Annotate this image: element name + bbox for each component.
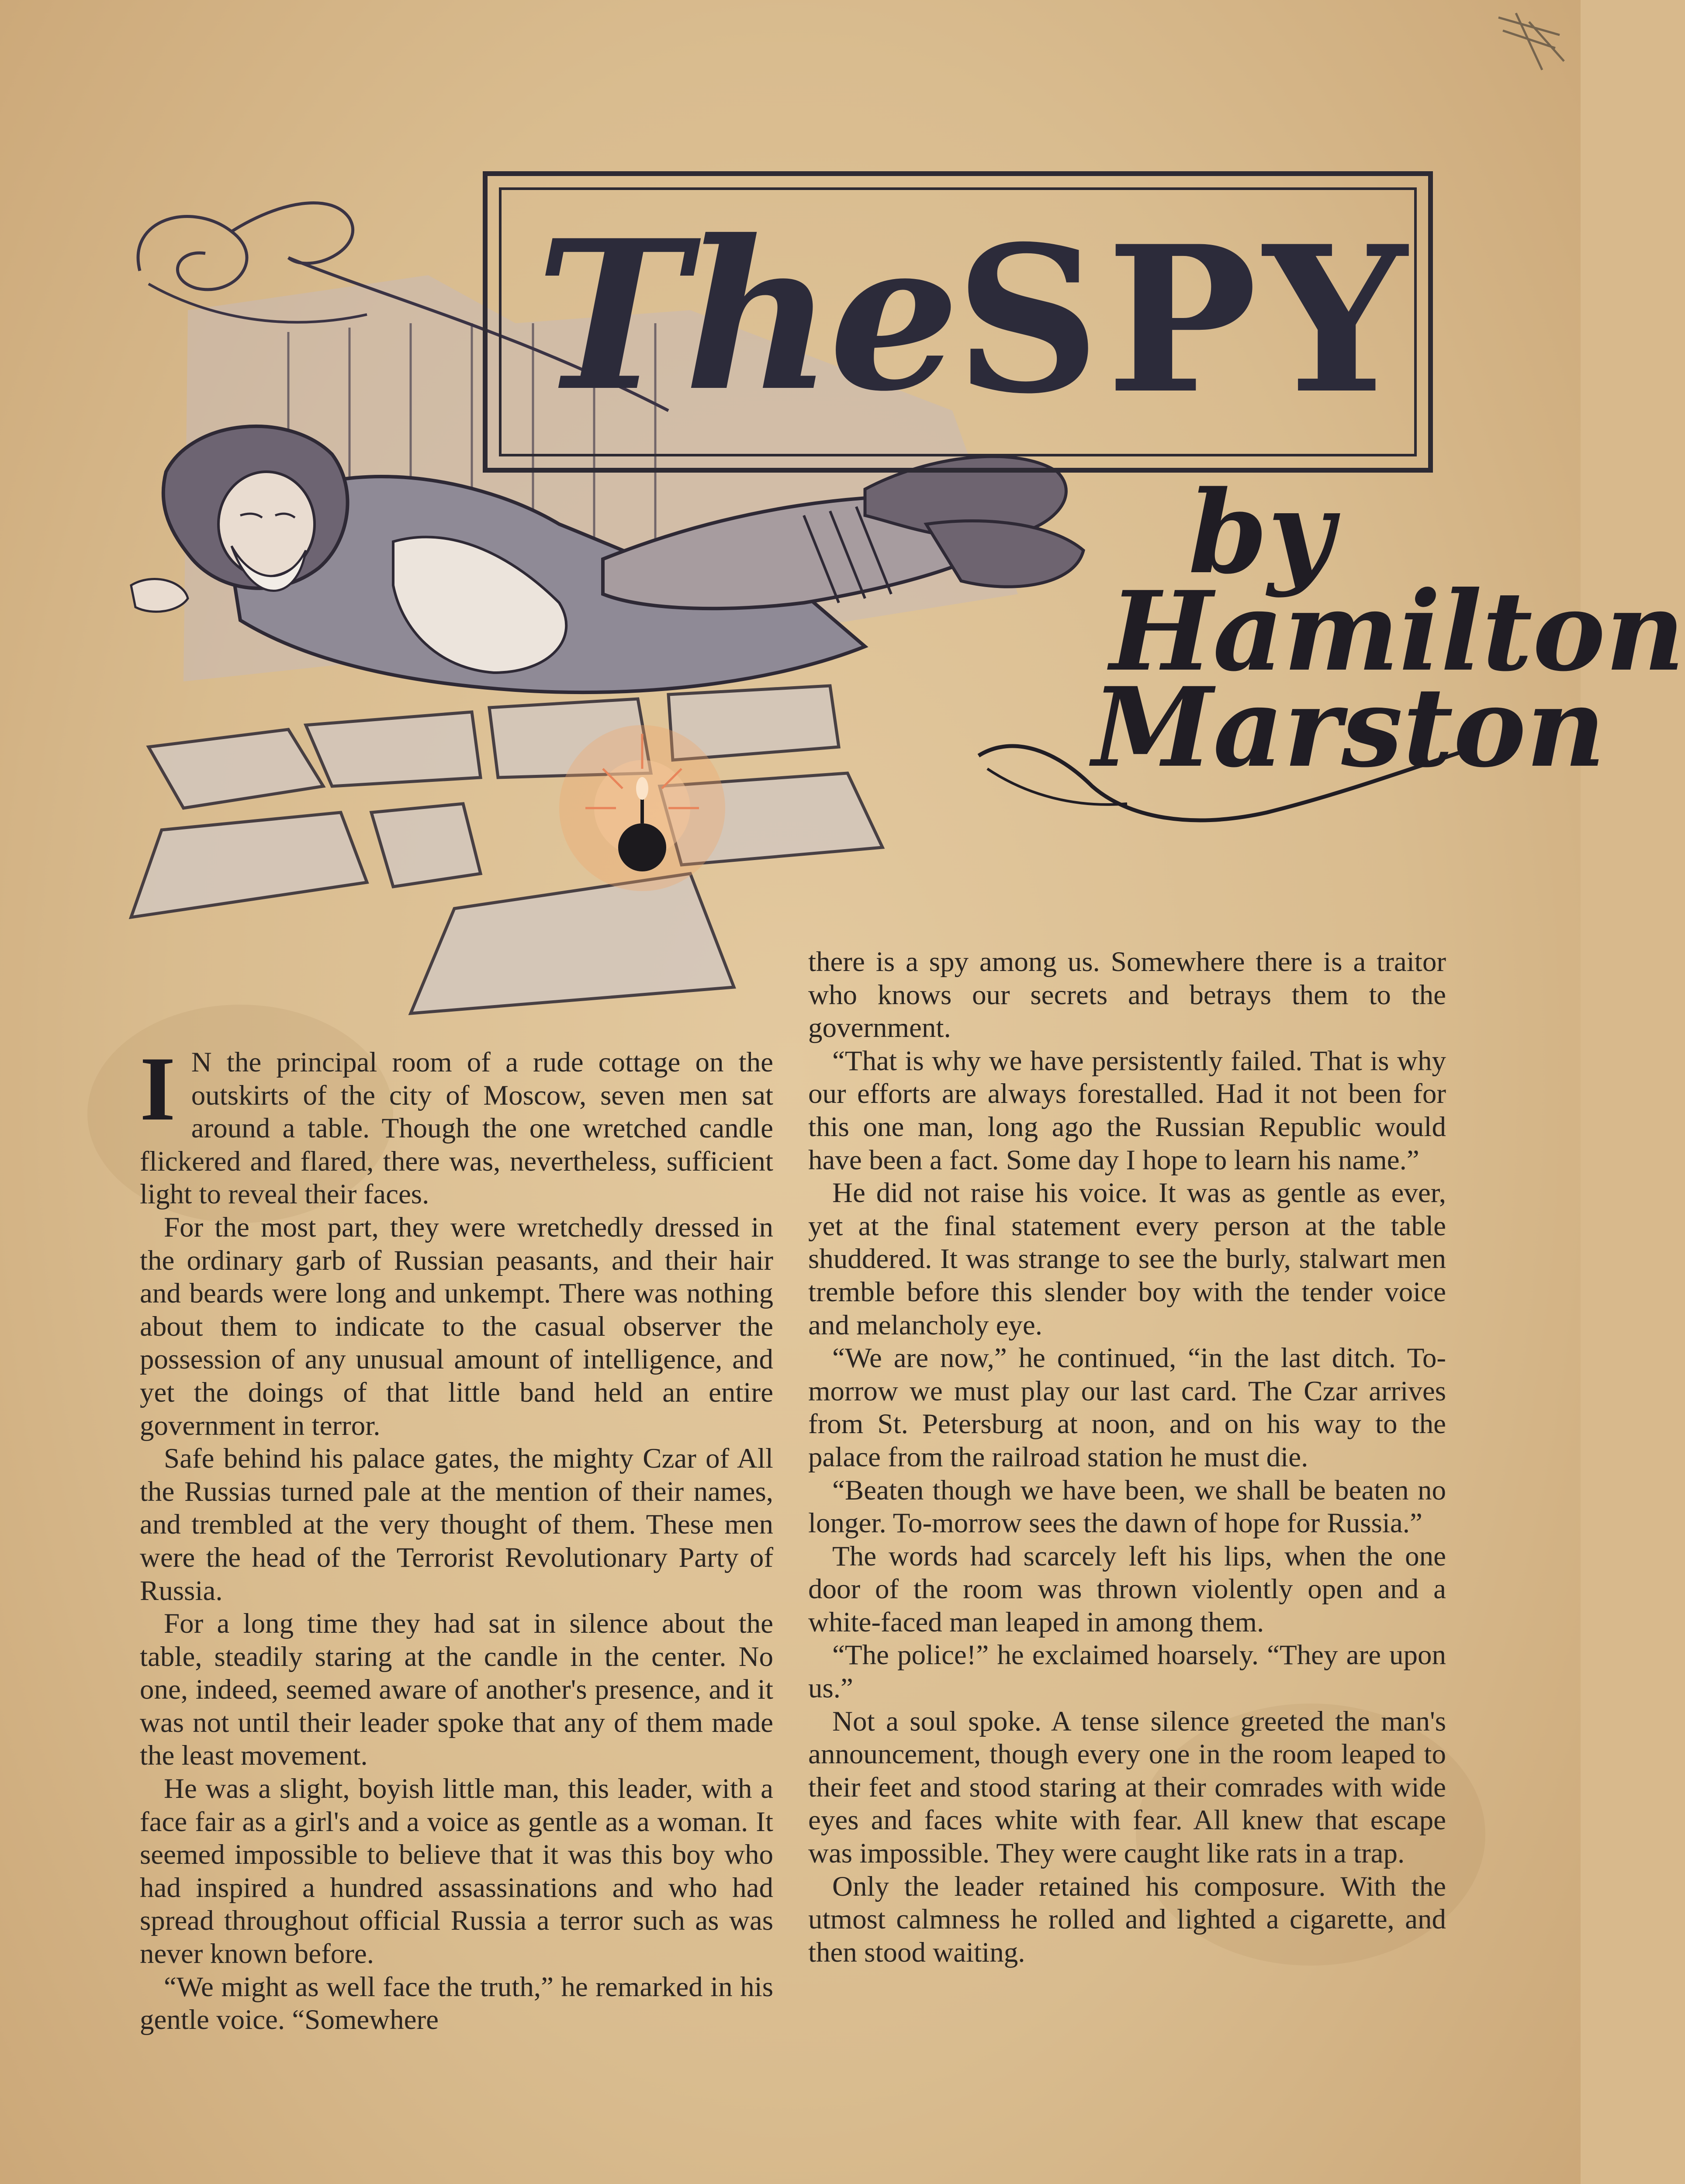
story-paragraph: I N the principal room of a rude cottage on the outskirts of the city of Moscow, seven men sat around a table. Though the one wretched candle flickered and flared, there was, nevertheless, sufficient light to reveal their faces. xyxy=(140,1038,773,1210)
story-paragraph: The words had scarcely left his lips, when the one door of the room was thrown violently open and a white-faced man leaped in among them. xyxy=(808,1540,1446,1638)
corner-ink-mark xyxy=(1490,9,1568,74)
title-script: The xyxy=(536,195,955,436)
story-column-right xyxy=(808,946,1446,1969)
story-paragraph: For the most part, they were wretchedly dressed in the ordinary garb of Russian peasants, and their hair and beards were long and unkempt. There was nothing about them to indicate to the casual observer the possession of any unusual amount of intelligence, and yet the doings of that little band held an entire government in terror. xyxy=(140,1211,773,1441)
story-paragraph: there is a spy among us. Somewhere there is a traitor who knows our secrets and betrays them to the government. xyxy=(808,946,1446,1044)
story-paragraph: Only the leader retained his composure. With the utmost calmness he rolled and lighted a cigarette, and then stood waiting. xyxy=(808,1870,1446,1968)
title-box xyxy=(483,171,1433,473)
story-paragraph: “We are now,” he continued, “in the last ditch. To-morrow we must play our last card. The Czar arrives from St. Petersburg at noon, and on his way to the palace from the railroad station he must die. xyxy=(808,1342,1446,1473)
title-caps: SPY xyxy=(955,202,1413,438)
story-paragraph: He did not raise his voice. It was as gentle as ever, yet at the final statement every person at the table shuddered. It was strange to see the burly, stalwart men tremble before this slender boy with the tender voice and melancholy eye. xyxy=(808,1177,1446,1341)
byline-by: by xyxy=(1188,466,1334,599)
story-paragraph: “That is why we have persistently failed. That is why our efforts are always forestalled. Had it not been for this one man, long ago the Russian Republic would have been a fact. Some day I hope to learn his name.” xyxy=(808,1045,1446,1176)
byline-author-last: Marston xyxy=(1092,663,1606,791)
byline-author-first: Hamilton xyxy=(1110,567,1685,695)
story-paragraph: “We might as well face the truth,” he remarked in his gentle voice. “Somewhere xyxy=(140,1971,773,2036)
story-paragraph: Safe behind his palace gates, the mighty Czar of All the Russias turned pale at the mention of their names, and trembled at the very thought of them. These men were the head of the Terrorist Revolutionary Party of Russia. xyxy=(140,1443,773,1607)
byline-flourish xyxy=(961,699,1485,830)
story-paragraph: For a long time they had sat in silence about the table, steadily staring at the candle in the center. No one, indeed, seemed aware of another's presence, and it was not until their leader spoke that any of them made the least movement. xyxy=(140,1608,773,1772)
story-column-left xyxy=(140,1038,773,2037)
story-paragraph: “Beaten though we have been, we shall be beaten no longer. To-morrow sees the dawn of hope for Russia.” xyxy=(808,1474,1446,1539)
story-paragraph: Not a soul spoke. A tense silence greeted the man's announcement, though every one in the room leaped to their feet and stood staring at their comrades with wide eyes and faces white with fear. All knew that escape was impossible. They were caught like rats in a trap. xyxy=(808,1705,1446,1870)
story-paragraph: “The police!” he exclaimed hoarsely. “They are upon us.” xyxy=(808,1639,1446,1704)
story-paragraph: He was a slight, boyish little man, this leader, with a face fair as a girl's and a voice as gentle as a woman. It seemed impossible to believe that it was this boy who had inspired a hundred assassinations and who had spread throughout official Russia a terror such as was never known before. xyxy=(140,1773,773,1970)
drop-cap: I xyxy=(140,1038,176,1140)
